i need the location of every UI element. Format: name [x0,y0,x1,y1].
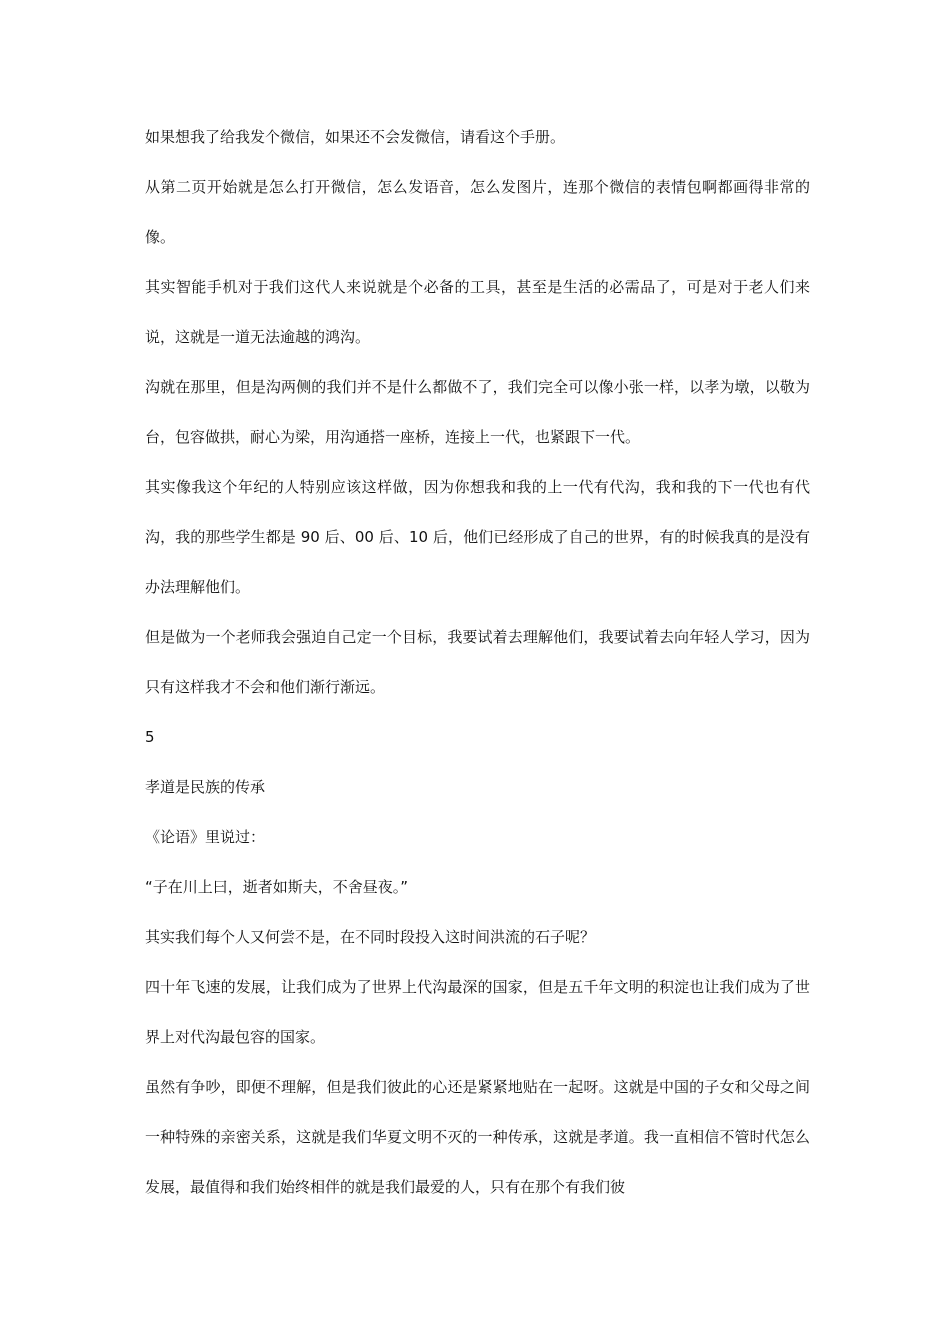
paragraph-bridge: 沟就在那里，但是沟两侧的我们并不是什么都做不了，我们完全可以像小张一样，以孝为墩，以敬为台，包容做拱，耐心为梁，用沟通搭一座桥，连接上一代，也紧跟下一代。 [145,378,810,446]
paragraph-forty-years: 四十年飞速的发展，让我们成为了世界上代沟最深的国家，但是五千年文明的积淀也让我们成为了世界上对代沟最包容的国家。 [145,978,810,1046]
document-body [145,112,810,1212]
section-number: 5 [145,728,155,746]
paragraph-page-two: 从第二页开始就是怎么打开微信，怎么发语音，怎么发图片，连那个微信的表情包啊都画得非常的像。 [145,178,810,246]
paragraph-teacher-goal: 但是做为一个老师我会强迫自己定一个目标，我要试着去理解他们，我要试着去向年轻人学习，因为只有这样我才不会和他们渐行渐远。 [145,628,810,696]
paragraph-analects-quote: “子在川上曰，逝者如斯夫，不舍昼夜。” [145,878,409,896]
paragraph-filial-piety: 虽然有争吵，即便不理解，但是我们彼此的心还是紧紧地贴在一起呀。这就是中国的子女和父母之间一种特殊的亲密关系，这就是我们华夏文明不灭的一种传承，这就是孝道。我一直相信不管时代怎么发展，最值得和我们始终相伴的就是我们最爱的人，只有在那个有我们彼 [145,1078,810,1196]
paragraph-wechat-manual: 如果想我了给我发个微信，如果还不会发微信，请看这个手册。 [145,128,566,146]
paragraph-generation-gap: 其实像我这个年纪的人特别应该这样做，因为你想我和我的上一代有代沟，我和我的下一代也有代沟，我的那些学生都是 90 后、00 后、10 后，他们已经形成了自己的世界，有的时候我真的是没有办法理解他们。 [145,478,810,596]
paragraph-smartphone-gap: 其实智能手机对于我们这代人来说就是个必备的工具，甚至是生活的必需品了，可是对于老人们来说，这就是一道无法逾越的鸿沟。 [145,278,810,346]
paragraph-time-stream: 其实我们每个人又何尝不是，在不同时段投入这时间洪流的石子呢？ [145,928,596,946]
section-title: 孝道是民族的传承 [145,778,266,796]
paragraph-analects-intro: 《论语》里说过： [145,828,266,846]
